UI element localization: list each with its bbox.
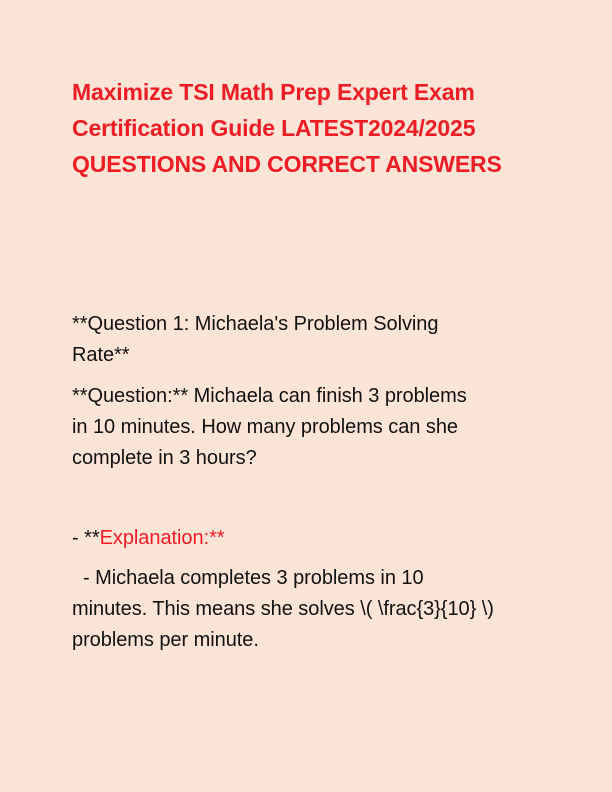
explanation-heading-line [72,523,552,554]
title-line-1: Maximize TSI Math Prep Expert Exam [72,79,475,105]
document-title [72,74,542,182]
question-heading-line-1: **Question 1: Michaela's Problem Solving [72,313,439,335]
question-heading [72,309,552,371]
question-heading-line-2: Rate** [72,344,130,366]
title-line-2: Certification Guide LATEST2024/2025 [72,115,476,141]
title-line-3: QUESTIONS AND CORRECT ANSWERS [72,151,502,177]
question-text-line-3: complete in 3 hours? [72,447,257,469]
explanation-line-2: minutes. This means she solves \( \frac{3}{10} \) [72,598,494,620]
question-text [72,381,552,474]
explanation-heading [72,523,552,554]
explanation-label: Explanation:** [99,527,225,549]
explanation-text [72,563,552,656]
explanation-line-3: problems per minute. [72,629,259,651]
question-text-line-1: **Question:** Michaela can finish 3 problems [72,385,467,407]
explanation-line-1: - Michaela completes 3 problems in 10 [72,567,424,589]
question-text-line-2: in 10 minutes. How many problems can she [72,416,458,438]
title-block [72,74,542,182]
explanation-prefix: - ** [72,527,100,549]
